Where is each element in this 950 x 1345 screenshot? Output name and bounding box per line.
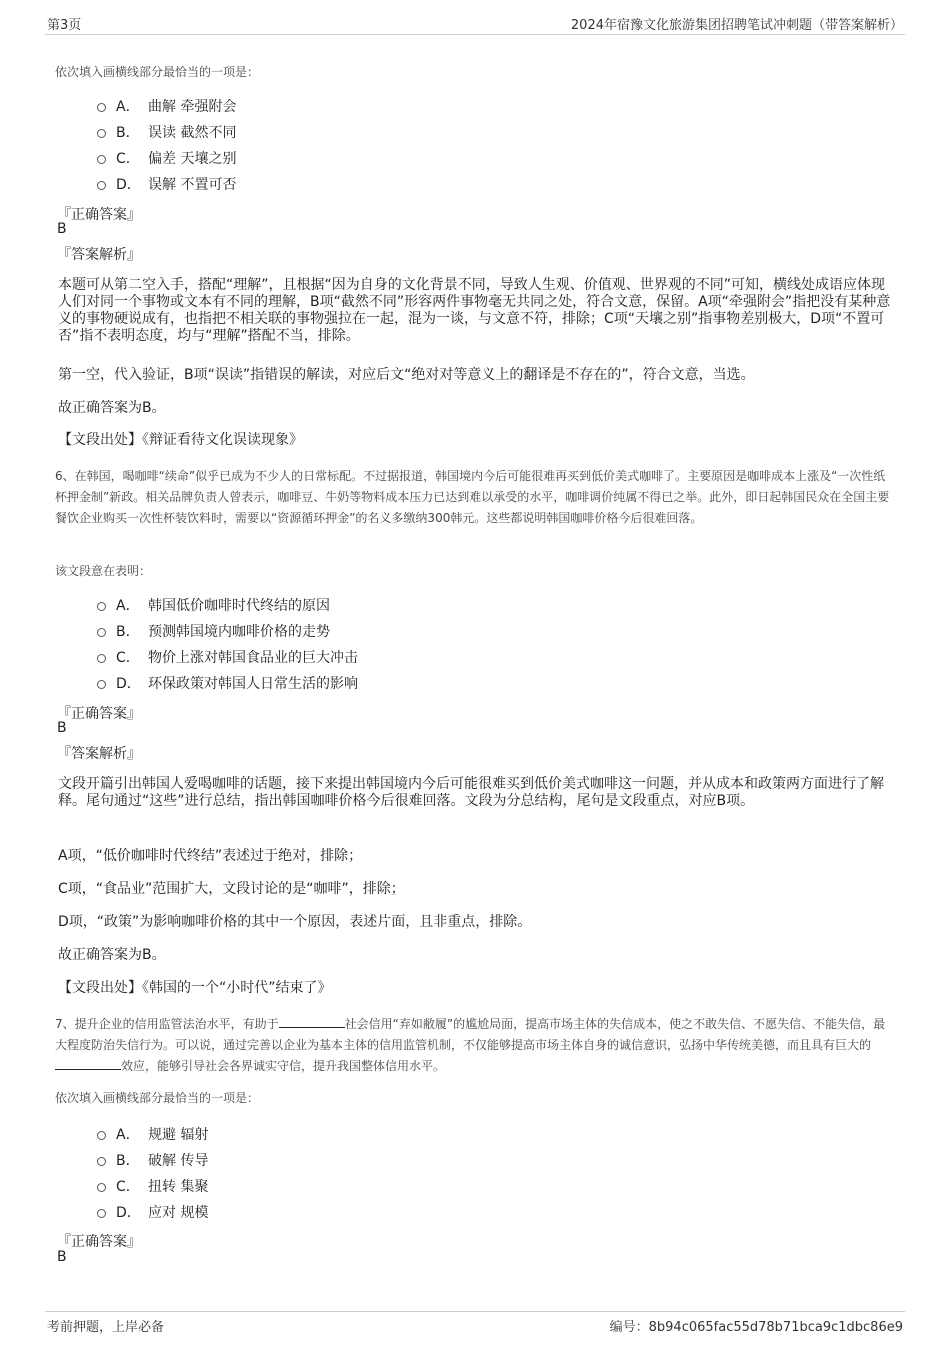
q5-option-a[interactable]: A． 曲解 牵强附会 [97,93,236,119]
q6-analysis-3: C项，“食品业”范围扩大，文段讨论的是“咖啡”，排除； [58,881,405,897]
blank-line [55,1057,121,1070]
page-header [45,12,905,35]
q6-answer: B [57,720,67,736]
q5-analysis-3: 故正确答案为B。 [58,400,166,416]
q6-options [97,592,358,696]
q7-option-b[interactable]: B． 破解 传导 [97,1147,208,1173]
q6-question-text: 6、在韩国，喝咖啡“续命”似乎已成为不少人的日常标配。不过据报道，韩国境内今后可能很难再买到低价美式咖啡了。主要原因是咖啡成本上涨及“一次性纸杯押金制”新政。相关品牌负责人曾表示，咖啡豆、牛奶等物料成本压力已达到难以承受的水平，咖啡调价纯属不得已之举。此外，即日起韩国民众在全国主要餐饮企业购买一次性杯装饮料时，需要以“资源循环押金”的名义多缴纳300韩元。这些都说明韩国咖啡价格今后很难回落。 [55,469,890,525]
footer-slogan: 考前押题，上岸必备 [47,1320,165,1335]
q7-option-d[interactable]: D． 应对 规模 [97,1199,208,1225]
q7-answer-label: 『正确答案』 [57,1234,141,1250]
q5-answer: B [57,221,67,237]
q6-analysis-5: 故正确答案为B。 [58,947,166,963]
q7-answer: B [57,1249,67,1265]
q7-question-text: 7、提升企业的信用监管法治水平，有助于 社会信用“弃如敝履”的尴尬局面，提高市场主体的失信成本，使之不敢失信、不愿失信、不能失信，最大程度防治失信行为。可以说，通过完善以企业为基本主体的信用监管机制，不仅能够提高市场主体自身的诚信意识，弘扬中华传统美德，而且具有巨大的效应，能够引导社会各界诚实守信，提升我国整体信用水平。 [55,1017,886,1073]
q5-option-c[interactable]: C． 偏差 天壤之别 [97,145,236,171]
radio-icon[interactable] [97,1131,106,1140]
radio-icon[interactable] [97,155,106,164]
q7-options [97,1121,208,1225]
radio-icon[interactable] [97,1157,106,1166]
q6-source: 【文段出处】《韩国的一个“小时代”结束了》 [58,980,332,996]
radio-icon[interactable] [97,1209,106,1218]
q5-analysis-2: 第一空，代入验证，B项“误读”指错误的解读，对应后文“绝对对等意义上的翻译是不存在的”，符合文意，当选。 [58,367,755,383]
radio-icon[interactable] [97,628,106,637]
q6-answer-label: 『正确答案』 [57,706,141,722]
page-number: 第3页 [47,18,82,33]
q6-option-a[interactable]: A． 韩国低价咖啡时代终结的原因 [97,592,358,618]
radio-icon[interactable] [97,602,106,611]
document-title: 2024年宿豫文化旅游集团招聘笔试冲刺题（带答案解析） [570,18,903,33]
q5-source: 【文段出处】《辩证看待文化误读现象》 [58,432,303,448]
q6-prompt: 该文段意在表明： [55,564,152,578]
document-code: 编号：8b94c065fac55d78b71bca9c1dbc86e9 [609,1320,903,1335]
radio-icon[interactable] [97,654,106,663]
q5-option-d[interactable]: D． 误解 不置可否 [97,171,236,197]
q5-options [97,93,236,197]
q5-answer-label: 『正确答案』 [57,207,141,223]
q5-analysis-label: 『答案解析』 [57,247,141,263]
radio-icon[interactable] [97,129,106,138]
q7-option-c[interactable]: C． 扭转 集聚 [97,1173,208,1199]
q6-option-d[interactable]: D． 环保政策对韩国人日常生活的影响 [97,670,358,696]
radio-icon[interactable] [97,181,106,190]
q5-option-b[interactable]: B． 误读 截然不同 [97,119,236,145]
blank-line [279,1015,345,1028]
page-footer [45,1311,905,1336]
radio-icon[interactable] [97,103,106,112]
q6-analysis-2: A项，“低价咖啡时代终结”表述过于绝对，排除； [58,848,363,864]
q6-analysis-4: D项，“政策”为影响咖啡价格的其中一个原因，表述片面，且非重点，排除。 [58,914,532,930]
radio-icon[interactable] [97,680,106,689]
q5-prompt: 依次填入画横线部分最恰当的一项是： [55,65,260,79]
q5-analysis-1: 本题可从第二空入手，搭配“理解”，且根据“因为自身的文化背景不同，导致人生观、价值观、世界观的不同”可知，横线处成语应体现人们对同一个事物或文本有不同的理解，B项“截然不同”形容两件事物毫无共同之处，符合文意，保留。A项“牵强附会”指把没有某种意义的事物硬说成有，也指把不相关联的事物强拉在一起，混为一谈，与文意不符，排除；C项“天壤之别”指事物差别极大，D项“不置可否”指不表明态度，均与“理解”搭配不当，排除。 [58,277,891,344]
radio-icon[interactable] [97,1183,106,1192]
q6-analysis-1: 文段开篇引出韩国人爱喝咖啡的话题，接下来提出韩国境内今后可能很难买到低价美式咖啡这一问题，并从成本和政策两方面进行了解释。尾句通过“这些”进行总结，指出韩国咖啡价格今后很难回落。文段为分总结构，尾句是文段重点，对应B项。 [58,776,884,809]
q6-option-c[interactable]: C． 物价上涨对韩国食品业的巨大冲击 [97,644,358,670]
q6-option-b[interactable]: B． 预测韩国境内咖啡价格的走势 [97,618,358,644]
q7-prompt: 依次填入画横线部分最恰当的一项是： [55,1091,260,1105]
q7-option-a[interactable]: A． 规避 辐射 [97,1121,208,1147]
q6-analysis-label: 『答案解析』 [57,746,141,762]
